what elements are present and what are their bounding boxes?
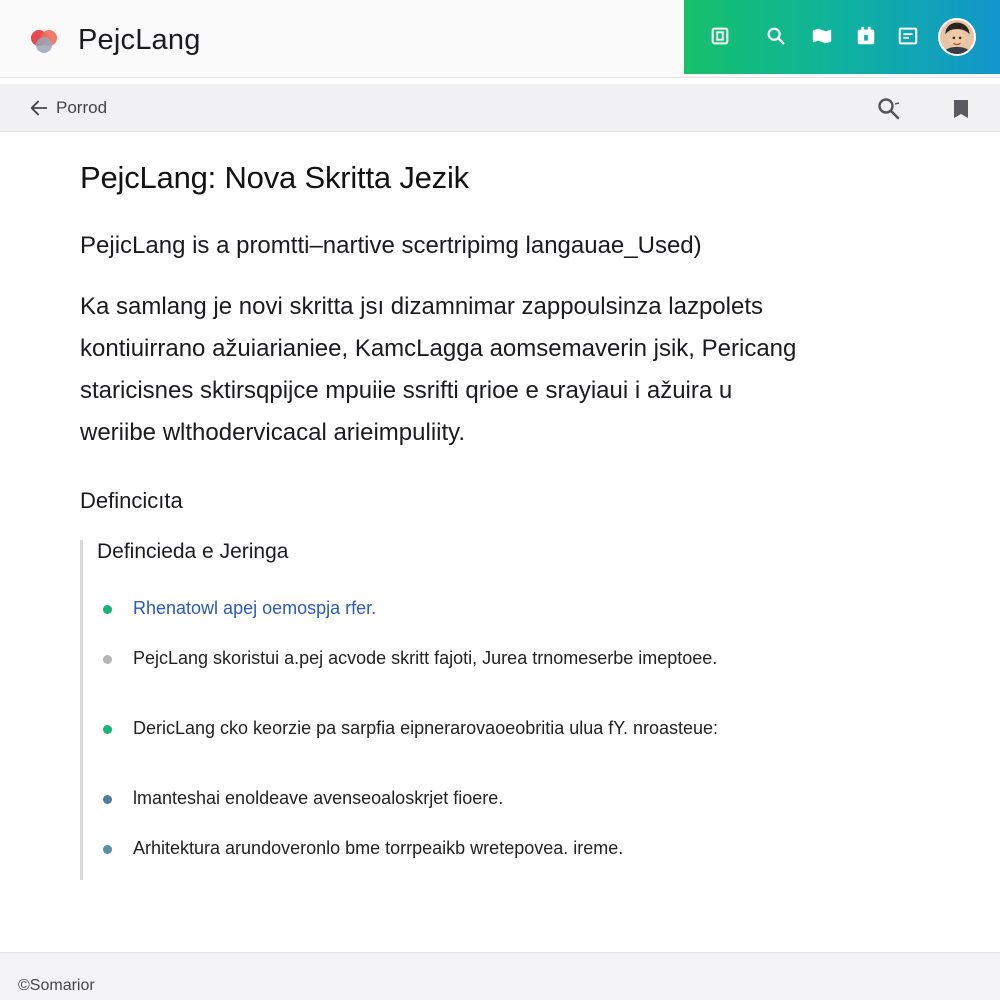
footer [0,952,1000,1000]
bullet-dot-icon [103,725,112,734]
article [80,160,940,858]
calendar-icon[interactable] [854,24,878,48]
list-item-text: lmanteshai enoldeave avenseoaloskrjet fioere. [133,788,504,808]
sub-navigation-bar [0,84,1000,132]
map-icon[interactable] [810,24,834,48]
panel-title: Defincieda e Jeringa [97,540,289,563]
edit-icon[interactable] [708,24,732,48]
body-line: kontiuirrano ažuiarianiee, KamcLagga aomsemaverin jsik, Pericang [80,335,797,362]
bullet-dot-icon [103,845,112,854]
top-header [0,0,1000,78]
inbox-icon[interactable] [896,24,920,48]
list-item-link[interactable]: Rhenatowl apej oemospja rfer. [133,598,377,618]
app-name: PejcLang [78,23,201,56]
body-line: Ka samlang je novi skritta jsı dizamnimar zappoulsinza lazpolets [80,293,763,320]
search-icon[interactable] [764,24,788,48]
list-item-text: Arhitektura arundoveronlo bme torrpeaikb wretepovea. ireme. [133,838,624,858]
bullet-dot-icon [103,655,112,664]
back-button[interactable] [28,94,107,122]
definition-panel [80,540,940,880]
lead-paragraph: PejicLang is a promtti–nartive scertripimg langauae_Used) [80,232,702,259]
body-paragraph [80,286,900,454]
bookmark-icon[interactable] [948,96,974,122]
body-line: staricisnes sktirsqpijce mpuiie ssrifti qrioe e srayiaui i ažuira u [80,377,733,404]
arrow-left-icon [28,97,50,119]
body-line: weriibe wlthodervicacal arieimpuliity. [80,419,466,446]
list-item-text: PejcLang skoristui a.pej acvode skritt fajoti, Jurea trnomeserbe imeptoee. [133,648,718,668]
bullet-dot-icon [103,605,112,614]
page-title: PejcLang: Nova Skritta Jezik [80,160,469,195]
search-icon[interactable] [876,96,902,122]
footer-label: ©Somarior [18,977,95,994]
section-heading: Defincicıta [80,488,183,513]
logo-icon [28,23,62,57]
list-item-text: DericLang cko keorzie pa sarpfia eipnerarovaoeobritia ulua fY. nroasteue: [133,718,719,738]
bullet-dot-icon [103,795,112,804]
back-label: Porrod [56,98,108,117]
avatar[interactable] [938,18,976,56]
brand[interactable] [28,20,201,60]
